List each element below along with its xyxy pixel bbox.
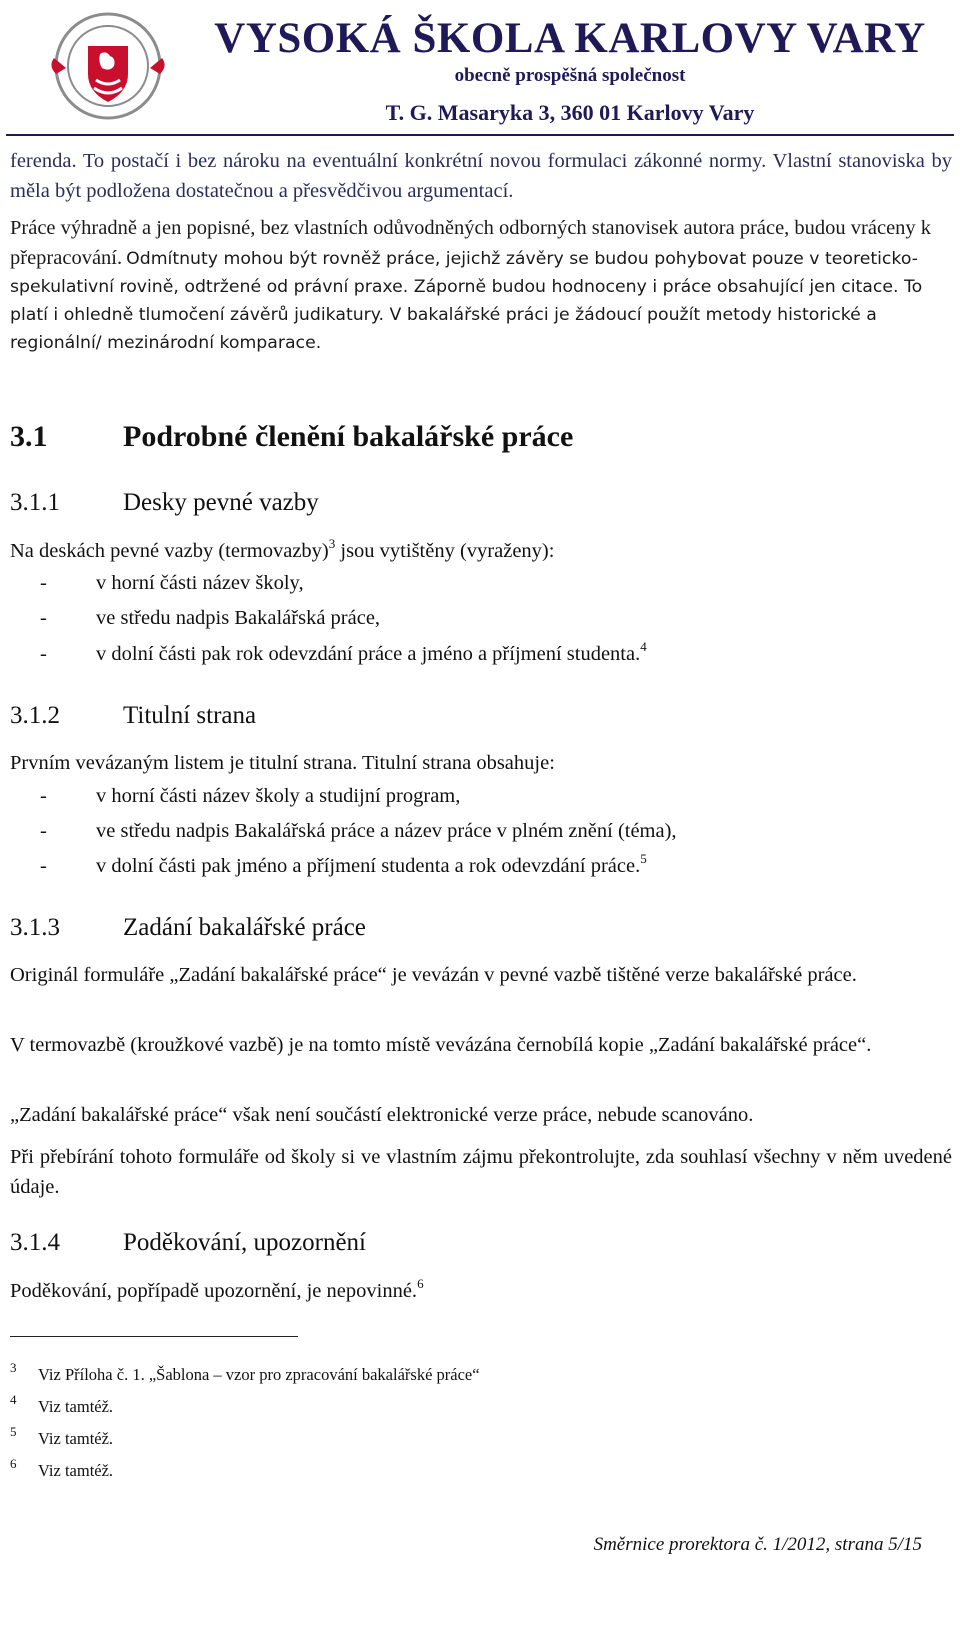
footnote-divider bbox=[10, 1336, 298, 1337]
subsection-number: 3.1.3 bbox=[10, 914, 60, 941]
paragraph-313-3: „Zadání bakalářské práce“ však není součástí elektronické verze práce, nebude scanováno. bbox=[10, 1104, 754, 1126]
header-subtitle: obecně prospěšná společnost bbox=[454, 65, 686, 86]
paragraph-314-1 bbox=[10, 1276, 952, 1306]
list-dash: - bbox=[40, 643, 47, 665]
text-run: Poděkování, popřípadě upozornění, je nepovinné. bbox=[10, 1280, 418, 1302]
footnote bbox=[10, 1360, 480, 1385]
subsection-number: 3.1.1 bbox=[10, 489, 60, 516]
subsection-heading-312 bbox=[10, 702, 256, 730]
university-seal-icon bbox=[44, 8, 172, 126]
footnote-text: Viz tamtéž. bbox=[38, 1397, 114, 1416]
subsection-title: Zadání bakalářské práce bbox=[123, 914, 366, 941]
footnote bbox=[10, 1392, 113, 1417]
text-run: jsou vytištěny (vyraženy): bbox=[335, 540, 555, 562]
subsection-number: 3.1.2 bbox=[10, 702, 60, 729]
section-title: Podrobné členění bakalářské práce bbox=[123, 420, 574, 453]
subsection-title: Desky pevné vazby bbox=[123, 489, 319, 516]
text-run: Na deskách pevné vazby (termovazby) bbox=[10, 540, 329, 562]
list-dash: - bbox=[40, 855, 47, 877]
subsection-heading-314 bbox=[10, 1229, 366, 1257]
list-item-text: v horní části název školy a studijní program, bbox=[96, 785, 461, 807]
paragraph-311-intro bbox=[10, 536, 952, 566]
footnote-ref[interactable]: 6 bbox=[417, 1276, 424, 1291]
footnote bbox=[10, 1424, 113, 1449]
paragraph-313-4: Při přebírání tohoto formuláře od školy si ve vlastním zájmu překontrolujte, zda souhlasí všechny v něm uvedené údaje. bbox=[10, 1146, 952, 1198]
list-item bbox=[10, 820, 677, 843]
subsection-number: 3.1.4 bbox=[10, 1229, 60, 1256]
footnote-number: 3 bbox=[10, 1360, 17, 1375]
footnote-ref[interactable]: 3 bbox=[328, 536, 336, 551]
list-dash: - bbox=[40, 820, 47, 842]
footnote-text: Viz tamtéž. bbox=[38, 1461, 114, 1480]
subsection-heading-313 bbox=[10, 914, 366, 942]
paragraph-313-1: Originál formuláře „Zadání bakalářské práce“ je vevázán v pevné vazbě tištěné verze bakalářské práce. bbox=[10, 964, 857, 986]
list-item bbox=[10, 572, 304, 595]
paragraph-313-2: V termovazbě (kroužkové vazbě) je na tomto místě vevázána černobílá kopie „Zadání bakalářské práce“. bbox=[10, 1034, 872, 1056]
list-item bbox=[10, 851, 647, 878]
paragraph-intro-2-serif: Práce výhradně a jen popisné, bez vlastních odůvodněných odborných stanovisek autora práce, budou vráceny k přepracování. bbox=[10, 217, 932, 269]
subsection-heading-311 bbox=[10, 489, 319, 517]
list-dash: - bbox=[40, 785, 47, 807]
list-item bbox=[10, 785, 460, 808]
paragraph-intro-2-sans: Odmítnuty mohou být rovněž práce, jejichž závěry se budou pohybovat pouze v teoreticko-spekulativní rovině, odtržené od právní praxe. Záporně budou hodnoceny i práce obsahující jen citace. To platí i ohledně tlumočení závěrů judikatury. V bakalářské práci je žádoucí použít metody historické a regionální/ mezinárodní komparace. bbox=[10, 249, 923, 353]
list-dash: - bbox=[40, 572, 47, 594]
page-footer: Směrnice prorektora č. 1/2012, strana 5/15 bbox=[593, 1534, 922, 1555]
footnote-text: Viz Příloha č. 1. „Šablona – vzor pro zpracování bakalářské práce“ bbox=[38, 1365, 480, 1384]
section-number: 3.1 bbox=[10, 420, 48, 453]
list-item-text: v dolní části pak jméno a příjmení studenta a rok odevzdání práce. bbox=[96, 855, 641, 877]
paragraph-intro-1: ferenda. To postačí i bez nároku na eventuální konkrétní novou formulaci zákonné normy. Vlastní stanoviska by měla být podložena dostatečnou a přesvědčivou argumentací. bbox=[10, 150, 952, 202]
list-dash: - bbox=[40, 607, 47, 629]
list-item bbox=[10, 607, 380, 630]
subsection-title: Titulní strana bbox=[123, 702, 257, 729]
paragraph-312-intro: Prvním vevázaným listem je titulní strana. Titulní strana obsahuje: bbox=[10, 752, 555, 774]
footnote-number: 5 bbox=[10, 1424, 17, 1439]
subsection-title: Poděkování, upozornění bbox=[123, 1229, 367, 1256]
footnote-number: 4 bbox=[10, 1392, 17, 1407]
footnote-ref[interactable]: 5 bbox=[640, 851, 647, 866]
footnote-number: 6 bbox=[10, 1456, 17, 1471]
list-item bbox=[10, 639, 647, 666]
footnote-ref[interactable]: 4 bbox=[640, 639, 647, 654]
footnote-text: Viz tamtéž. bbox=[38, 1429, 114, 1448]
list-item-text: v dolní části pak rok odevzdání práce a jméno a příjmení studenta. bbox=[96, 643, 641, 665]
header-title: VYSOKÁ ŠKOLA KARLOVY VARY bbox=[214, 15, 926, 62]
list-item-text: v horní části název školy, bbox=[96, 572, 304, 594]
header-address: T. G. Masaryka 3, 360 01 Karlovy Vary bbox=[385, 100, 755, 125]
list-item-text: ve středu nadpis Bakalářská práce a název práce v plném znění (téma), bbox=[96, 820, 677, 842]
paragraph-intro-2 bbox=[10, 213, 952, 357]
section-heading bbox=[10, 420, 573, 454]
footnote bbox=[10, 1456, 113, 1481]
list-item-text: ve středu nadpis Bakalářská práce, bbox=[96, 607, 381, 629]
header-divider bbox=[6, 134, 954, 136]
